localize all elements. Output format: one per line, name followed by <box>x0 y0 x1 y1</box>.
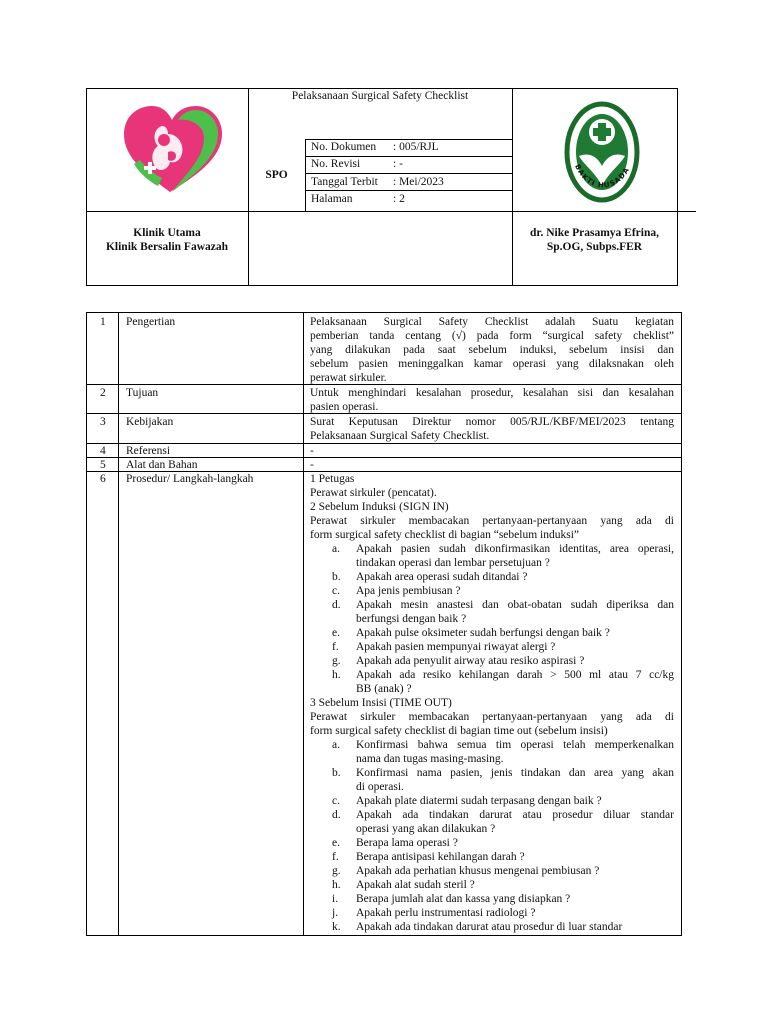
row-3-line: Pelaksanaan Surgical Safety Checklist. <box>310 430 490 442</box>
checklist-item-text: di operasi. <box>356 781 404 793</box>
row-6-number: 6 <box>100 473 106 485</box>
checklist-item-letter: c. <box>332 585 340 597</box>
content-border-top <box>86 312 682 313</box>
checklist-item-letter: c. <box>332 795 340 807</box>
bakti-husada-logo <box>563 100 641 212</box>
checklist-item-text: Apakah ada penyulit airway atau resiko aspirasi ? <box>356 655 585 667</box>
header-divider-2 <box>512 88 513 285</box>
clinic-name-line2: Klinik Bersalin Fawazah <box>105 241 229 253</box>
row-1-line: perawat sirkuler. <box>310 372 387 384</box>
checklist-item-text: Konfirmasi nama pasien, jenis tindakan dan area yang akan <box>356 767 674 779</box>
checklist-item-text: Apakah pulse oksimeter sudah berfungsi dengan baik ? <box>356 627 610 639</box>
timeout-intro-line: Perawat sirkuler membacakan pertanyaan-pertanyaan yang ada di <box>310 711 674 723</box>
clinic-name-line1: Klinik Utama <box>133 227 201 239</box>
checklist-item-letter: a. <box>332 543 340 555</box>
row-1-line: pemberian tanda centang (√) pada form “surgical safety cheklist” <box>310 330 674 342</box>
checklist-item-text: Apakah ada tindakan darurat atau prosedur di luar standar <box>356 921 623 933</box>
meta-revision-label: No. Revisi <box>311 158 361 170</box>
row-1-label: Pengertian <box>126 316 176 328</box>
signin-checklist <box>310 542 674 696</box>
doctor-name-line1: dr. Nike Prasamya Efrina, <box>530 227 659 239</box>
row-6-label: Prosedur/ Langkah-langkah <box>126 473 254 485</box>
row-3-label: Kebijakan <box>126 416 174 428</box>
meta-doc-number-value: : 005/RJL <box>393 141 439 153</box>
row-1-line: sebelum pasien meninggalkan kamar operasi yang dilaksnakan oleh <box>310 358 674 370</box>
row-2-label: Tujuan <box>126 387 159 399</box>
checklist-item-text: Apakah area operasi sudah ditandai ? <box>356 571 528 583</box>
checklist-item-letter: e. <box>332 837 340 849</box>
checklist-item <box>310 878 674 892</box>
checklist-item-text: BB (anak) ? <box>356 683 412 695</box>
checklist-item-letter: a. <box>332 739 340 751</box>
procedure-content <box>310 472 674 934</box>
checklist-item-letter: j. <box>332 907 339 919</box>
clinic-heart-logo <box>118 100 228 196</box>
row-4-value: - <box>310 445 314 457</box>
row-5-number: 5 <box>100 459 106 471</box>
checklist-item-text: tindakan operasi dan lembar persetujuan ? <box>356 557 550 569</box>
checklist-item <box>310 542 674 570</box>
checklist-item <box>310 864 674 878</box>
row-3-line: Surat Keputusan Direktur nomor 005/RJL/KBF/MEI/2023 tentang <box>310 416 674 428</box>
header-border-bottom <box>86 285 678 286</box>
meta-page-value: : 2 <box>393 193 405 205</box>
checklist-item-text: operasi yang akan dilakukan ? <box>356 823 496 835</box>
checklist-item <box>310 766 674 794</box>
row-2-line: pasien operasi. <box>310 401 379 413</box>
header-border-right <box>677 88 678 285</box>
checklist-item <box>310 626 674 640</box>
checklist-item-letter: f. <box>332 851 339 863</box>
row-1-number: 1 <box>100 316 106 328</box>
checklist-item-letter: k. <box>332 921 341 933</box>
doctor-name-line2: Sp.OG, Subps.FER <box>546 241 643 253</box>
meta-line-4 <box>305 190 512 191</box>
header-border-left <box>86 88 87 285</box>
checklist-item <box>310 640 674 654</box>
row-5-label: Alat dan Bahan <box>126 459 198 471</box>
row-2-line: Untuk menghindari kesalahan prosedur, kesalahan sisi dan kesalahan <box>310 387 674 399</box>
meta-revision-value: : - <box>393 158 403 170</box>
checklist-item-letter: d. <box>332 599 341 611</box>
checklist-item-letter: d. <box>332 809 341 821</box>
checklist-item-letter: b. <box>332 767 341 779</box>
content-border-bottom <box>86 935 682 936</box>
checklist-item <box>310 598 674 626</box>
checklist-item <box>310 920 674 934</box>
checklist-item-text: Apakah plate diatermi sudah terpasang dengan baik ? <box>356 795 602 807</box>
checklist-item-letter: f. <box>332 641 339 653</box>
checklist-item <box>310 892 674 906</box>
checklist-item-text: Apakah pasien sudah dikonfirmasikan identitas, area operasi, <box>356 543 674 555</box>
spo-label: SPO <box>265 169 288 181</box>
checklist-item <box>310 738 674 766</box>
row-3-content <box>310 415 674 443</box>
row-2-content <box>310 386 674 414</box>
timeout-intro-line: form surgical safety checklist di bagian time out (sebelum insisi) <box>310 725 608 737</box>
checklist-item <box>310 584 674 598</box>
checklist-item <box>310 794 674 808</box>
checklist-item <box>310 906 674 920</box>
content-border-right <box>681 312 682 936</box>
checklist-item-text: Apa jenis pembiusan ? <box>356 585 461 597</box>
checklist-item-text: Konfirmasi bahwa semua tim operasi telah memperkenalkan <box>356 739 674 751</box>
row-5-value: - <box>310 459 314 471</box>
checklist-item-text: Berapa lama operasi ? <box>356 837 458 849</box>
checklist-item <box>310 654 674 668</box>
checklist-item <box>310 836 674 850</box>
signin-intro-line: form surgical safety checklist di bagian “sebelum induksi” <box>310 529 580 541</box>
checklist-item-text: Apakah alat sudah steril ? <box>356 879 475 891</box>
meta-issue-date-label: Tanggal Terbit <box>311 176 378 188</box>
row-2-number: 2 <box>100 387 106 399</box>
timeout-heading: 3 Sebelum Insisi (TIME OUT) <box>310 697 452 709</box>
meta-doc-number-label: No. Dokumen <box>311 141 377 153</box>
signin-heading: 2 Sebelum Induksi (SIGN IN) <box>310 501 449 513</box>
checklist-item-text: Berapa antisipasi kehilangan darah ? <box>356 851 525 863</box>
row-3-number: 3 <box>100 416 106 428</box>
checklist-item <box>310 668 674 696</box>
checklist-item-text: Apakah ada perhatian khusus mengenai pembiusan ? <box>356 865 600 877</box>
petugas-heading: 1 Petugas <box>310 473 355 485</box>
header-divider-1 <box>248 88 249 285</box>
row-1-content <box>310 315 674 385</box>
checklist-item-letter: h. <box>332 669 341 681</box>
signin-intro-line: Perawat sirkuler membacakan pertanyaan-pertanyaan yang ada di <box>310 515 674 527</box>
header-spo-divider <box>305 139 306 211</box>
checklist-item-text: nama dan tugas masing-masing. <box>356 753 504 765</box>
checklist-item <box>310 808 674 836</box>
checklist-item <box>310 850 674 864</box>
checklist-item-letter: b. <box>332 571 341 583</box>
checklist-item-text: Berapa jumlah alat dan kassa yang disiapkan ? <box>356 893 571 905</box>
logo-arc-text: BAKTI HUSADA <box>573 163 632 190</box>
checklist-item-text: Apakah pasien mempunyai riwayat alergi ? <box>356 641 556 653</box>
checklist-item-letter: h. <box>332 879 341 891</box>
checklist-item-letter: g. <box>332 865 341 877</box>
row-4-number: 4 <box>100 445 106 457</box>
meta-issue-date-value: : Mei/2023 <box>393 176 444 188</box>
row-1-line: yang dilakukan pada saat sebelum induksi, sebelum insisi dan <box>310 344 674 356</box>
row-1-line: Pelaksanaan Surgical Safety Checklist adalah Suatu kegiatan <box>310 316 674 328</box>
document-title: Pelaksanaan Surgical Safety Checklist <box>291 90 469 102</box>
row-4-label: Referensi <box>126 445 171 457</box>
meta-page-label: Halaman <box>311 193 353 205</box>
checklist-item-text: Apakah perlu instrumentasi radiologi ? <box>356 907 536 919</box>
checklist-item-letter: i. <box>332 893 339 905</box>
checklist-item-text: Apakah ada tindakan darurat atau prosedur diluar standar <box>356 809 674 821</box>
content-col-divider-1 <box>118 312 119 936</box>
timeout-checklist <box>310 738 674 934</box>
meta-line-3 <box>305 173 512 174</box>
checklist-item-letter: e. <box>332 627 340 639</box>
checklist-item-text: berfungsi dengan baik ? <box>356 613 467 625</box>
checklist-item <box>310 570 674 584</box>
row-sep-3 <box>86 443 682 444</box>
content-col-divider-2 <box>303 312 304 936</box>
content-border-left <box>86 312 87 936</box>
checklist-item-text: Apakah mesin anastesi dan obat-obatan sudah diperiksa dan <box>356 599 674 611</box>
checklist-item-letter: g. <box>332 655 341 667</box>
petugas-text: Perawat sirkuler (pencatat). <box>310 487 437 499</box>
checklist-item-text: Apakah ada resiko kehilangan darah > 500 ml atau 7 cc/kg <box>356 669 674 681</box>
